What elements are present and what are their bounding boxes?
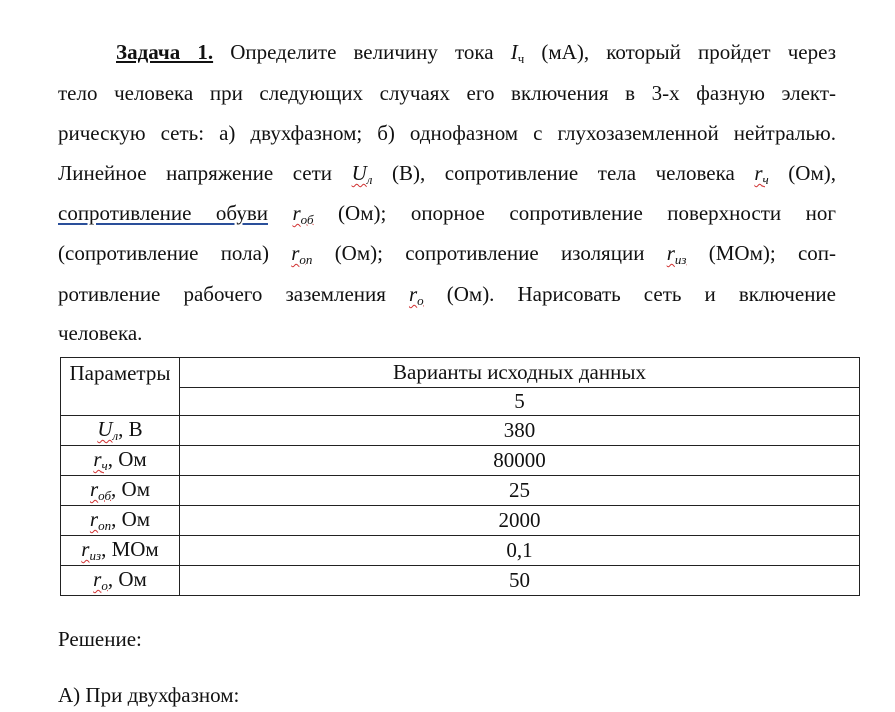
task-line-6: (сопротивление пола) rоп (Ом); сопротивление изоляции rиз (МОм); соп- bbox=[58, 241, 837, 267]
param-cell: rиз, МОм bbox=[61, 536, 180, 566]
solution-part-a: А) При двухфазном: bbox=[58, 683, 240, 707]
table-row bbox=[61, 446, 860, 476]
param-cell: rч, Ом bbox=[61, 446, 180, 476]
value-cell: 50 bbox=[180, 566, 860, 596]
task-line-5: сопротивление обуви rоб (Ом); опорное сопротивление поверхности ног bbox=[58, 201, 836, 227]
task-line-8: человека. bbox=[58, 321, 143, 345]
header-parameters: Параметры bbox=[61, 358, 180, 416]
task-title: Задача 1. bbox=[116, 40, 214, 64]
param-cell: Uл, В bbox=[61, 416, 180, 446]
value-cell: 380 bbox=[180, 416, 860, 446]
value-cell: 2000 bbox=[180, 506, 860, 536]
table-row bbox=[61, 566, 860, 596]
value-cell: 0,1 bbox=[180, 536, 860, 566]
param-cell: rоп, Ом bbox=[61, 506, 180, 536]
task-line-1: Задача 1. Определите величину тока Iч (мА), который пройдет через bbox=[116, 40, 836, 66]
value-cell: 25 bbox=[180, 476, 860, 506]
parameters-table bbox=[60, 357, 860, 596]
header-variants: Варианты исходных данных bbox=[180, 358, 860, 388]
table-row bbox=[61, 506, 860, 536]
variant-number: 5 bbox=[180, 388, 860, 416]
table-row bbox=[61, 536, 860, 566]
table-row bbox=[61, 476, 860, 506]
param-cell: rоб, Ом bbox=[61, 476, 180, 506]
task-line-3: рическую сеть: а) двухфазном; б) однофазном с глухозаземленной нейтралью. bbox=[58, 121, 836, 145]
task-line-4: Линейное напряжение сети Uл (В), сопротивление тела человека rч (Ом), bbox=[58, 161, 836, 187]
variant-number-row bbox=[61, 388, 860, 416]
value-cell: 80000 bbox=[180, 446, 860, 476]
task-line-7: ротивление рабочего заземления rо (Ом). Нарисовать сеть и включение bbox=[58, 282, 836, 308]
solution-heading: Решение: bbox=[58, 627, 142, 651]
param-cell: rо, Ом bbox=[61, 566, 180, 596]
task-line-2: тело человека при следующих случаях его включения в 3-х фазную элект- bbox=[58, 81, 836, 105]
table-row bbox=[61, 416, 860, 446]
table-header-row bbox=[61, 358, 860, 388]
